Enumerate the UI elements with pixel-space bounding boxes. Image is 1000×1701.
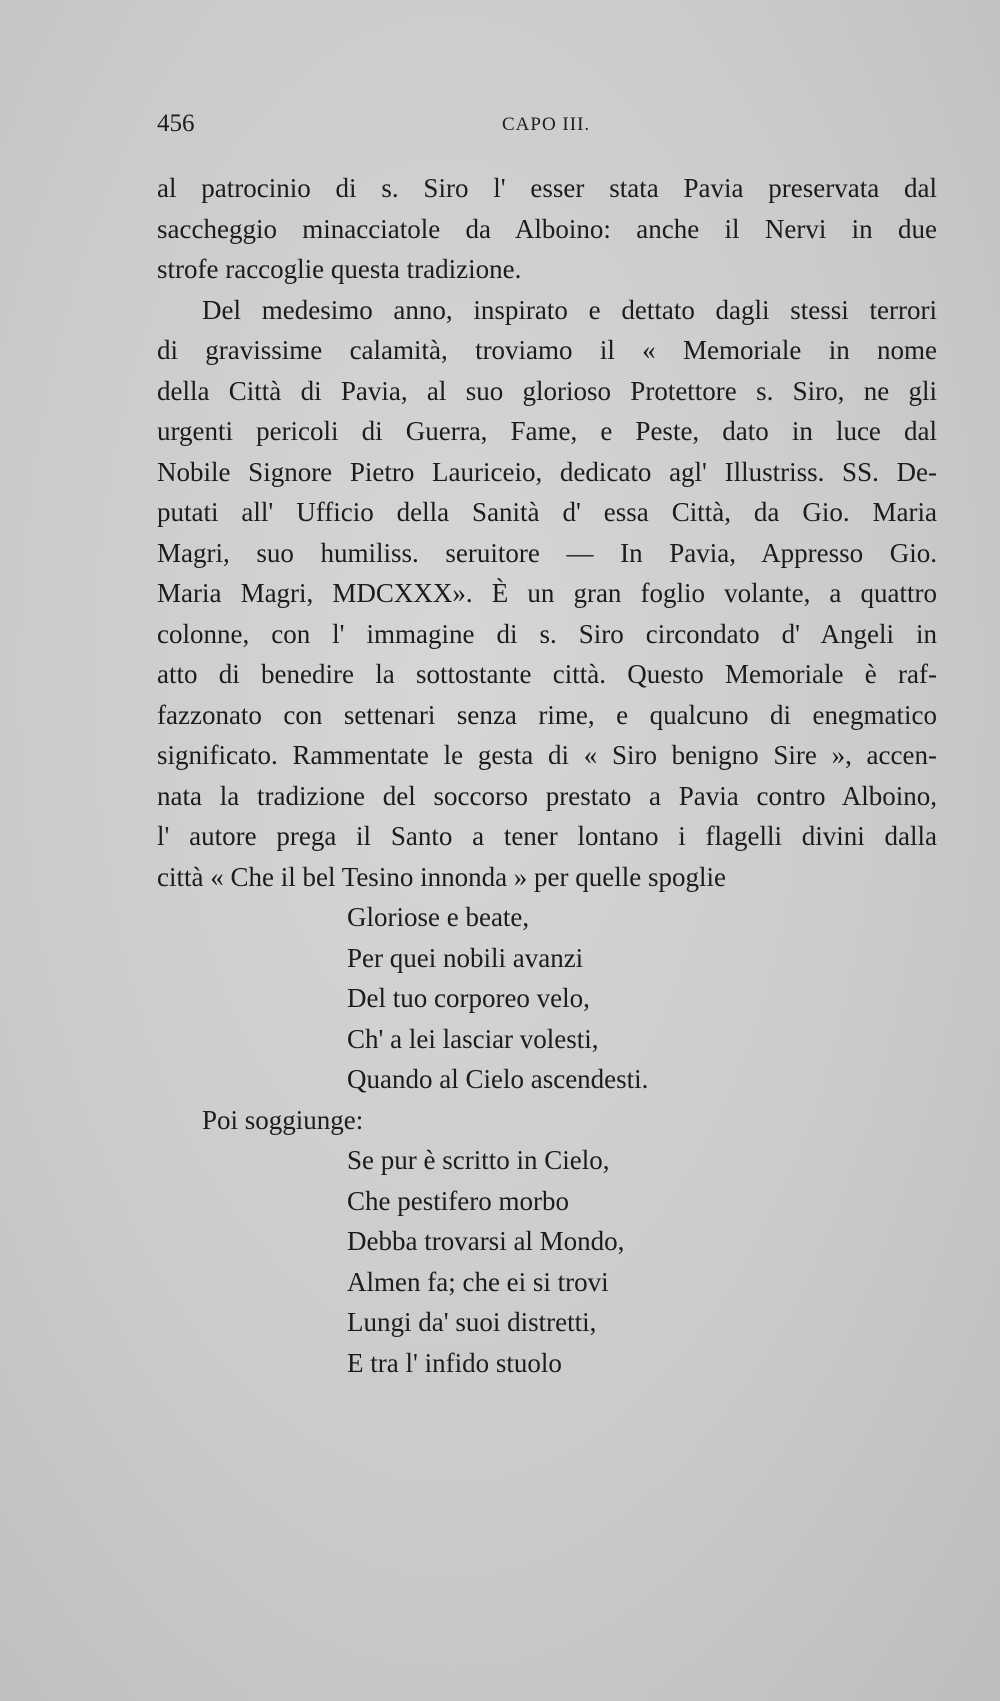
text-line: Del medesimo anno, inspirato e dettato dagli stessi terrori (202, 294, 937, 325)
text-line: atto di benedire la sottostante città. Questo Memoriale è raf- (157, 659, 937, 689)
text-line: saccheggio minacciatole da Alboino: anche il Nervi in due (157, 213, 937, 244)
text-line: fazzonato con settenari senza rime, e qualcuno di enegmatico (157, 699, 937, 730)
text-line: della Città di Pavia, al suo glorioso Protettore s. Siro, ne gli (157, 375, 937, 406)
text-line: strofe raccoglie questa tradizione. (157, 254, 522, 284)
text-line: nata la tradizione del soccorso prestato a Pavia contro Alboino, (157, 780, 937, 811)
running-head: CAPO III. (502, 114, 591, 135)
verse-line: Quando al Cielo ascendesti. (347, 1064, 649, 1094)
text-line: città « Che il bel Tesino innonda » per quelle spoglie (157, 861, 726, 892)
text-line: putati all' Ufficio della Sanità d' essa Città, da Gio. Maria (157, 497, 937, 527)
verse-line: Gloriose e beate, (347, 902, 530, 932)
text-line: colonne, con l' immagine di s. Siro circondato d' Angeli in (157, 618, 937, 649)
verse-line: E tra l' infido stuolo (347, 1347, 562, 1378)
text-line: Magri, suo humiliss. seruitore — In Pavia, Appresso Gio. (157, 537, 937, 568)
verse-line: Per quei nobili avanzi (347, 942, 584, 973)
text-line: urgenti pericoli di Guerra, Fame, e Peste, dato in luce dal (157, 416, 937, 446)
text-line: di gravissime calamità, troviamo il « Memoriale in nome (157, 335, 937, 365)
text-line: Nobile Signore Pietro Lauriceio, dedicato agl' Illustriss. SS. De- (157, 456, 937, 487)
verse-line: Debba trovarsi al Mondo, (347, 1226, 625, 1256)
body-text (157, 168, 937, 1383)
verse-line: Che pestifero morbo (347, 1185, 569, 1216)
verse-line: Ch' a lei lasciar volesti, (347, 1023, 599, 1054)
text-line: al patrocinio di s. Siro l' esser stata Pavia preservata dal (157, 173, 937, 203)
page-number: 456 (157, 110, 195, 137)
verse-line: Lungi da' suoi distretti, (347, 1307, 597, 1337)
text-line: significato. Rammentate le gesta di « Siro benigno Sire », accen- (157, 740, 937, 770)
text-line: Maria Magri, MDCXXX». È un gran foglio volante, a quattro (157, 578, 937, 608)
text-line: l' autore prega il Santo a tener lontano i flagelli divini dalla (157, 821, 937, 851)
verse-line: Del tuo corporeo velo, (347, 983, 590, 1013)
verse-line: Se pur è scritto in Cielo, (347, 1145, 610, 1175)
text-line: Poi soggiunge: (202, 1104, 364, 1135)
verse-line: Almen fa; che ei si trovi (347, 1266, 609, 1297)
